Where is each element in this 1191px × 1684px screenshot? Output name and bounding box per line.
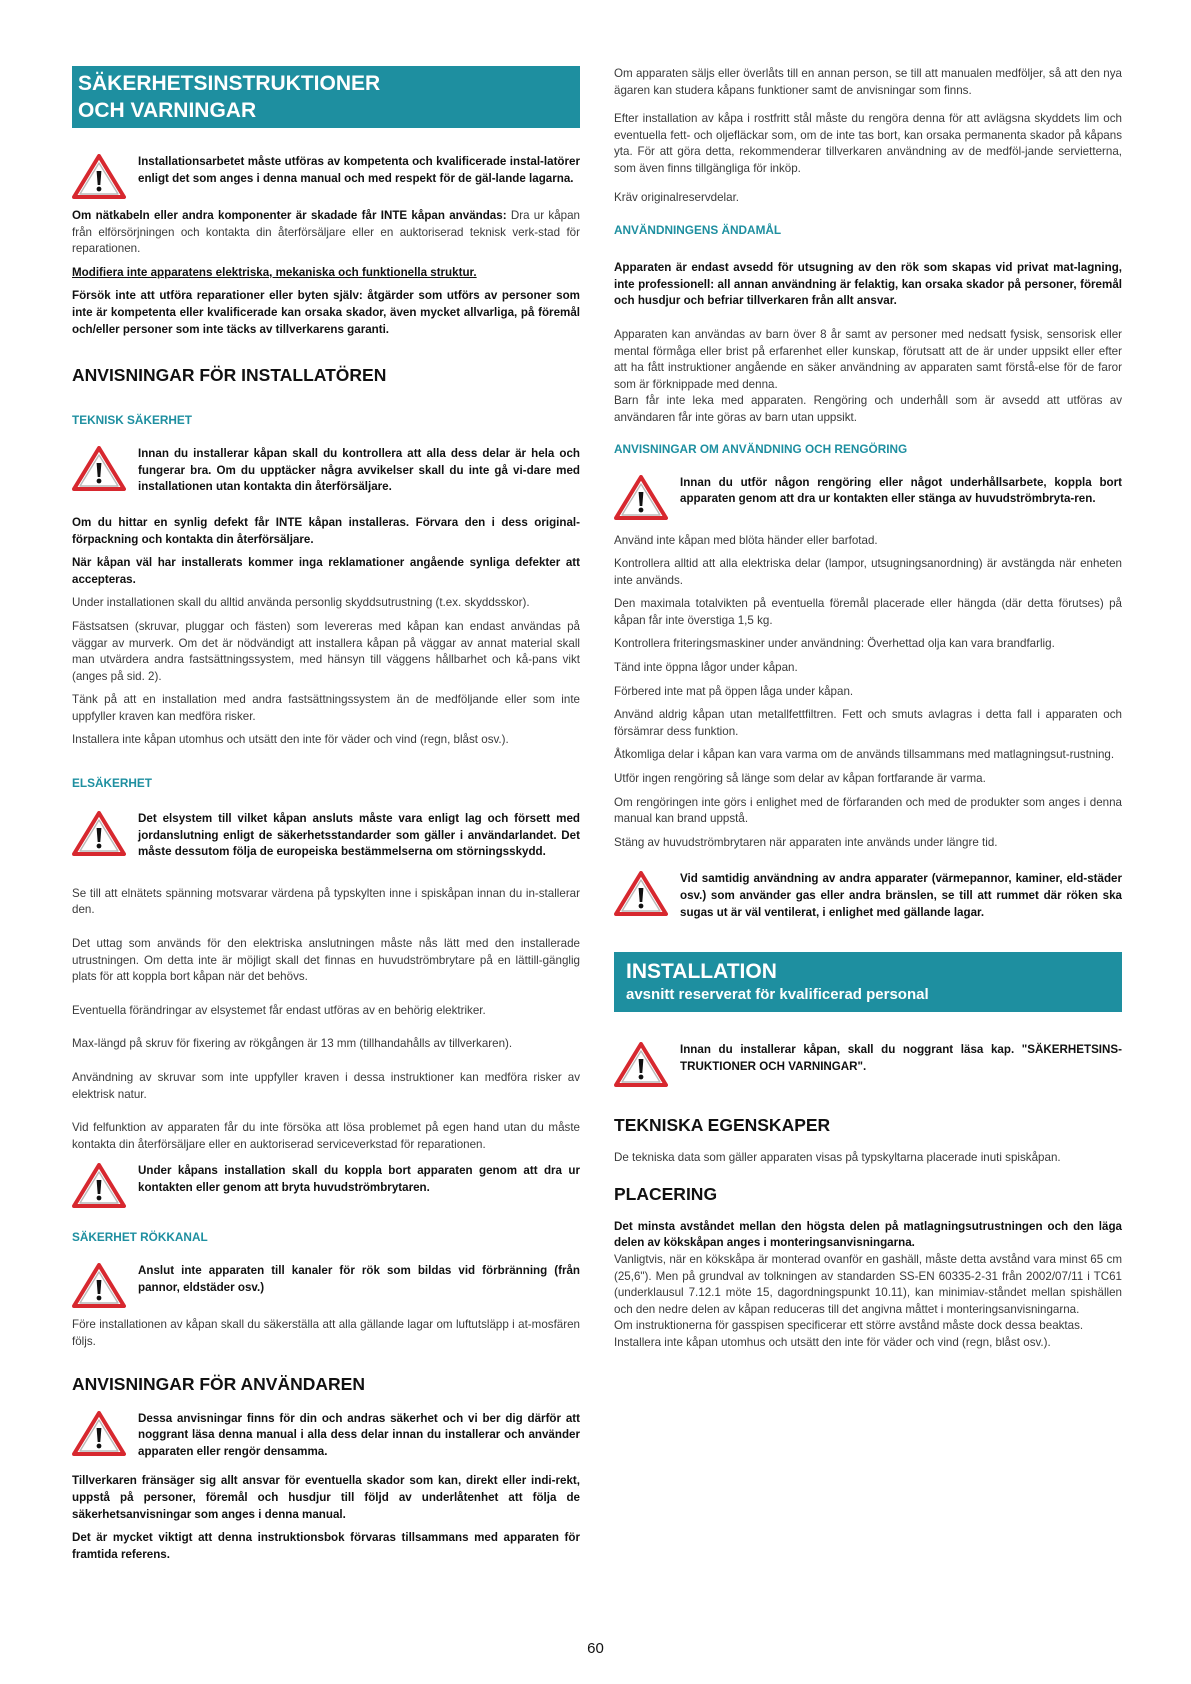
safety-title-line1: SÄKERHETSINSTRUKTIONER bbox=[78, 72, 381, 95]
paragraph: Tänd inte öppna lågor under kåpan. bbox=[614, 661, 798, 675]
section-heading: ANVISNINGAR FÖR INSTALLATÖREN bbox=[72, 365, 387, 386]
warning-text: Innan du utför någon rengöring eller något underhållsarbete, koppla bort apparaten genom att dra ur kontakten eller stänga av huvudströmbryta-ren. bbox=[680, 475, 1122, 506]
paragraph: Tillverkaren fränsäger sig allt ansvar för eventuella skador som kan, direkt eller indi-rekt, uppstå på personer, föremål och husdjur till följd av underlåtenhet att följa de säkerhetsanvisningar som anges i denna manual. bbox=[72, 1474, 580, 1521]
paragraph: Apparaten är endast avsedd för utsugning av den rök som skapas vid privat mat-lagning, inte professionell: all annan användning är felaktig, kan orsaka skador på personer, föremål och husdjur och befriar tillverkaren från allt ansvar. bbox=[614, 261, 1122, 308]
paragraph: Installera inte kåpan utomhus och utsätt den inte för väder och vind (regn, blåst osv.). bbox=[72, 733, 509, 747]
warning-icon bbox=[614, 1042, 668, 1088]
warning-block bbox=[614, 1042, 1122, 1088]
warning-text: Installationsarbetet måste utföras av kompetenta och kvalificerade instal-latörer enligt det som anges i denna manual och med respekt för de gäl-lande lagarna. bbox=[138, 155, 580, 185]
warning-text: Innan du installerar kåpan skall du kontrollera att alla dess delar är hela och fungerar bra. Om du upptäcker några avvikelser skall du inte gå vi-dare med installationen utan kontakta din återförsäljare. bbox=[138, 447, 580, 494]
installation-subtitle: avsnitt reserverat för kvalificerad personal bbox=[626, 986, 929, 1004]
warning-block bbox=[72, 1163, 580, 1209]
left-column bbox=[72, 66, 580, 1570]
warning-icon bbox=[614, 871, 668, 917]
page-number: 60 bbox=[587, 1640, 604, 1657]
paragraph-rest: Dra ur kåpan från elförsörjningen och kontakta din återförsäljare eller en auktoriserad teknisk verk-stad för reparationen. bbox=[72, 209, 580, 256]
warning-block bbox=[614, 871, 1122, 928]
paragraph: När kåpan väl har installerats kommer inga reklamationer angående synliga defekter att accepteras. bbox=[72, 556, 580, 586]
warning-text: Det elsystem till vilket kåpan ansluts måste vara enligt lag och försett med jordanslutning enligt de säkerhetsstandarder som gäller i användarlandet. Det måste dessutom följa de europeiska bestämmelserna om störningsskydd. bbox=[138, 812, 580, 859]
paragraph: Max-längd på skruv för fixering av rökgången är 13 mm (tillhandahålls av tillverkaren). bbox=[72, 1037, 513, 1051]
warning-icon bbox=[72, 1163, 126, 1209]
safety-title-line2: OCH VARNINGAR bbox=[78, 99, 257, 122]
paragraph: Eventuella förändringar av elsystemet får endast utföras av en behörig elektriker. bbox=[72, 1003, 486, 1017]
paragraph: Under installationen skall du alltid använda personlig skyddsutrustning (t.ex. skyddsskor). bbox=[72, 596, 530, 610]
warning-block bbox=[72, 1263, 580, 1309]
warning-icon bbox=[72, 154, 126, 200]
warning-block bbox=[72, 811, 580, 868]
paragraph: Det är mycket viktigt att denna instruktionsbok förvaras tillsammans med apparaten för framtida referens. bbox=[72, 1531, 580, 1561]
paragraph: Stäng av huvudströmbrytaren när apparaten inte används under längre tid. bbox=[614, 835, 998, 849]
paragraph: Använd inte kåpan med blöta händer eller barfotad. bbox=[614, 533, 878, 547]
warning-block bbox=[72, 1411, 580, 1468]
paragraph: Det uttag som används för den elektriska anslutningen måste nås lätt med den installerade utrustningen. Om detta inte är möjligt skall det finnas en huvudströmbrytare på en lättill-gänglig plats för att koppla bort kåpan när det behövs. bbox=[72, 937, 580, 984]
paragraph: Kräv originalreservdelar. bbox=[614, 190, 740, 204]
section-heading: ANVISNINGAR FÖR ANVÄNDAREN bbox=[72, 1373, 365, 1394]
paragraph: Vanligtvis, när en kökskåpa är monterad ovanför en gashäll, måste detta avstånd vara minst 65 cm (25,6"). Men på grundval av tolkningen av standarden SS-EN 60335-2-31 från 2002/07/11 i TC61 (underklausul 7.12.1 möte 15, dagordningspunkt 10.11), kan minimiav-ståndet mellan spishällen och den nedre delen av kåpan reduceras till det angivna måttet i monteringsanvisningarna. bbox=[614, 1252, 1122, 1316]
paragraph: Modifiera inte apparatens elektriska, mekaniska och funktionella struktur. bbox=[72, 265, 477, 279]
paragraph: Tänk på att en installation med andra fastsättningssystem än de medföljande eller som inte uppfyller kraven kan medföra risker. bbox=[72, 693, 580, 723]
paragraph: Barn får inte leka med apparaten. Rengöring och underhåll som är avsedd att utföras av användaren får inte göras av barn utan uppsikt. bbox=[614, 394, 1122, 424]
paragraph bbox=[72, 208, 580, 258]
paragraph: Om apparaten säljs eller överlåts till en annan person, se till att manualen medföljer, så att den nya ägaren kan studera kåpans funktioner samt de anvisningar som finns. bbox=[614, 67, 1122, 97]
warning-text: Innan du installerar kåpan, skall du noggrant läsa kap. "SÄKERHETSINS-TRUKTIONER OCH VARNINGAR". bbox=[680, 1043, 1122, 1073]
warning-block bbox=[72, 154, 580, 200]
paragraph: Vid felfunktion av apparaten får du inte försöka att lösa problemet på egen hand utan du måste kontakta din återförsäljare eller en auktoriserad serviceverkstad för reparationen. bbox=[72, 1121, 580, 1151]
warning-block bbox=[72, 446, 580, 503]
bold-lead: Om nätkabeln eller andra komponenter är skadade får INTE kåpan användas: bbox=[72, 209, 507, 222]
right-column bbox=[614, 66, 1122, 1359]
paragraph: Användning av skruvar som inte uppfyller kraven i dessa instruktioner kan medföra risker av elektrisk natur. bbox=[72, 1071, 580, 1101]
paragraph: Fästsatsen (skruvar, pluggar och fästen) som levereras med kåpan kan endast användas på väggar av murverk. Om det är nödvändigt att installera kåpan på väggar av annat material skall man utvärdera andra fastsättningssystem, med hänsyn till väggens hållbarhet och kå-pans vikt (anges på sid. 2). bbox=[72, 619, 580, 683]
paragraph: Om du hittar en synlig defekt får INTE kåpan installeras. Förvara den i dess original-förpackning och kontakta din återförsäljare. bbox=[72, 515, 580, 546]
paragraph: Den maximala totalvikten på eventuella föremål placerade eller hängda (där detta förutses) på kåpan får inte överstiga 1,5 kg. bbox=[614, 597, 1122, 627]
paragraph: Försök inte att utföra reparationer eller byten själv: åtgärder som utförs av personer som inte är kompetenta eller kvalificerade kan orsaka skador, även mycket allvarliga, på föremål och/eller personer som inte täcks av tillverkarens garanti. bbox=[72, 289, 580, 336]
warning-icon bbox=[72, 1263, 126, 1309]
installation-banner bbox=[614, 952, 1122, 1012]
paragraph: De tekniska data som gäller apparaten visas på typskyltarna placerade inuti spiskåpan. bbox=[614, 1151, 1061, 1165]
paragraph: Efter installation av kåpa i rostfritt stål måste du rengöra denna för att avlägsna skyddets lim och eventuella fett- och oljefläckar som, om de inte tas bort, kan orsaka permanenta skador på kåpans yta. För att göra detta, rekommenderar tillverkaren användning av de medföl-jande servietterna, som även finns tillgängliga för inköp. bbox=[614, 112, 1122, 175]
warning-text: Anslut inte apparaten till kanaler för rök som bildas vid förbränning (från pannor, eldstäder osv.) bbox=[138, 1264, 580, 1294]
warning-icon bbox=[72, 1411, 126, 1457]
paragraph: Det minsta avståndet mellan den högsta delen på matlagningsutrustningen och den läga delen av kökskåpan anges i monteringsanvisningarna. bbox=[614, 1219, 1122, 1250]
warning-icon bbox=[72, 811, 126, 857]
paragraph: Om instruktionerna för gasspisen specificerar ett större avstånd måste dock dessa beaktas. bbox=[614, 1319, 1084, 1333]
paragraph: Använd aldrig kåpan utan metallfettfiltren. Fett och smuts avlagras i detta fall i apparaten och försämrar dess funktion. bbox=[614, 708, 1122, 738]
warning-icon bbox=[72, 446, 126, 492]
paragraph: Före installationen av kåpan skall du säkerställa att alla gällande lagar om luftutsläpp i at-mosfären följs. bbox=[72, 1318, 580, 1348]
subsection-heading: ANVÄNDNINGENS ÄNDAMÅL bbox=[614, 223, 782, 238]
section-heading: TEKNISKA EGENSKAPER bbox=[614, 1115, 831, 1136]
paragraph: Utför ingen rengöring så länge som delar av kåpan fortfarande är varma. bbox=[614, 772, 986, 786]
paragraph: Installera inte kåpan utomhus och utsätt den inte för väder och vind (regn, blåst osv.). bbox=[614, 1335, 1051, 1349]
paragraph: Förbered inte mat på öppen låga under kåpan. bbox=[614, 684, 854, 698]
warning-text: Vid samtidig användning av andra apparater (värmepannor, kaminer, eld-städer osv.) som använder gas eller andra bränslen, se till att rummet där röken ska sugas ut är väl ventilerat, i enlighet med gällande lagar. bbox=[680, 872, 1122, 919]
paragraph: Se till att elnätets spänning motsvarar värdena på typskylten inne i spiskåpan innan du in-stallerar den. bbox=[72, 886, 580, 917]
subsection-heading: ELSÄKERHET bbox=[72, 776, 152, 791]
warning-block bbox=[614, 475, 1122, 521]
subsection-heading: TEKNISK SÄKERHET bbox=[72, 413, 192, 428]
subsection-heading: SÄKERHET RÖKKANAL bbox=[72, 1230, 208, 1245]
paragraph: Apparaten kan användas av barn över 8 år samt av personer med nedsatt fysisk, sensorisk eller mental förmåga eller brist på erfarenhet eller kunskap, förutsatt att de är under uppsikt eller efter att ha fått instruktioner angående en säker användning av apparaten samt förstå-else för de faror som är förknippade med denna. bbox=[614, 327, 1122, 391]
warning-text: Dessa anvisningar finns för din och andras säkerhet och vi ber dig därför att noggrant läsa denna manual i alla dess delar innan du installerar och använder apparaten eller rengör densamma. bbox=[138, 1411, 580, 1458]
section-heading: PLACERING bbox=[614, 1183, 718, 1204]
paragraph: Åtkomliga delar i kåpan kan vara varma om de används tillsammans med matlagningsut-rustning. bbox=[614, 748, 1115, 762]
warning-text: Under kåpans installation skall du koppla bort apparaten genom att dra ur kontakten eller genom att bryta huvudströmbrytaren. bbox=[138, 1164, 580, 1194]
installation-title: INSTALLATION bbox=[626, 960, 777, 984]
warning-icon bbox=[614, 475, 668, 521]
paragraph: Om rengöringen inte görs i enlighet med de förfaranden och med de produkter som anges i denna manual kan brand uppstå. bbox=[614, 795, 1122, 826]
paragraph: Kontrollera alltid att alla elektriska delar (lampor, utsugningsanordning) är avstängda när enheten inte används. bbox=[614, 557, 1122, 587]
safety-banner bbox=[72, 66, 580, 128]
paragraph: Kontrollera friteringsmaskiner under användning: Överhettad olja kan vara brandfarlig. bbox=[614, 637, 1055, 651]
subsection-heading: ANVISNINGAR OM ANVÄNDNING OCH RENGÖRING bbox=[614, 441, 908, 456]
